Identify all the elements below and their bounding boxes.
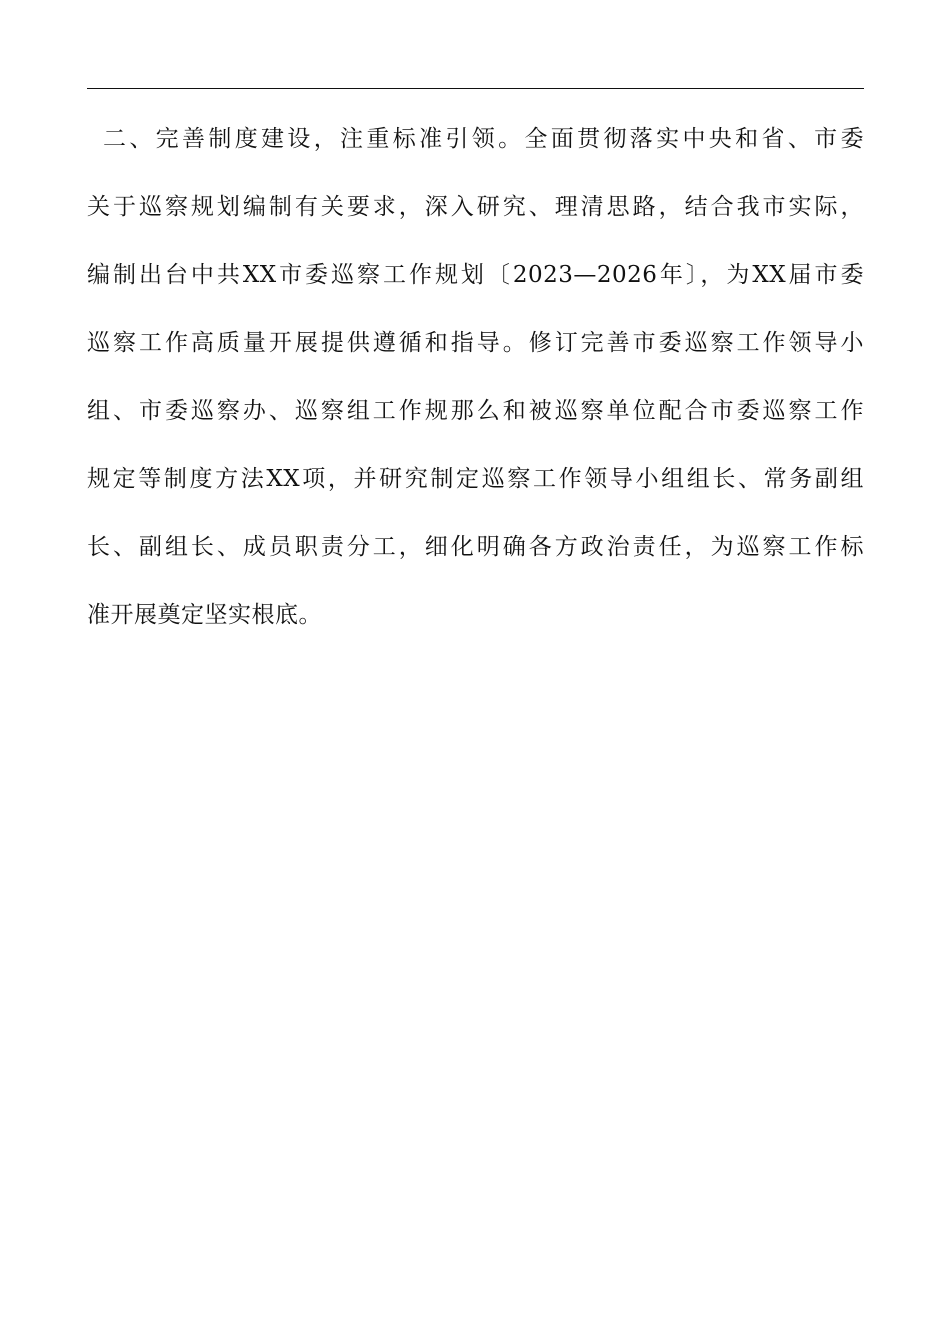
- body-paragraph: [87, 117, 864, 661]
- paragraph-line: 准开展奠定坚实根底。: [87, 602, 322, 628]
- paragraph-line: 规定等制度方法XX项，并研究制定巡察工作领导小组组长、常务副组: [87, 466, 864, 492]
- header-rule: [87, 88, 864, 89]
- paragraph-line: 组、市委巡察办、巡察组工作规那么和被巡察单位配合市委巡察工作: [87, 398, 864, 424]
- paragraph-line: 巡察工作高质量开展提供遵循和指导。修订完善市委巡察工作领导小: [87, 330, 864, 356]
- paragraph-line: 关于巡察规划编制有关要求，深入研究、理清思路，结合我市实际，: [87, 194, 864, 220]
- paragraph-line: 二、完善制度建设，注重标准引领。全面贯彻落实中央和省、市委: [103, 126, 864, 152]
- paragraph-line: 长、副组长、成员职责分工，细化明确各方政治责任，为巡察工作标: [87, 534, 864, 560]
- paragraph-line: 编制出台中共XX市委巡察工作规划〔2023—2026年〕，为XX届市委: [87, 262, 864, 288]
